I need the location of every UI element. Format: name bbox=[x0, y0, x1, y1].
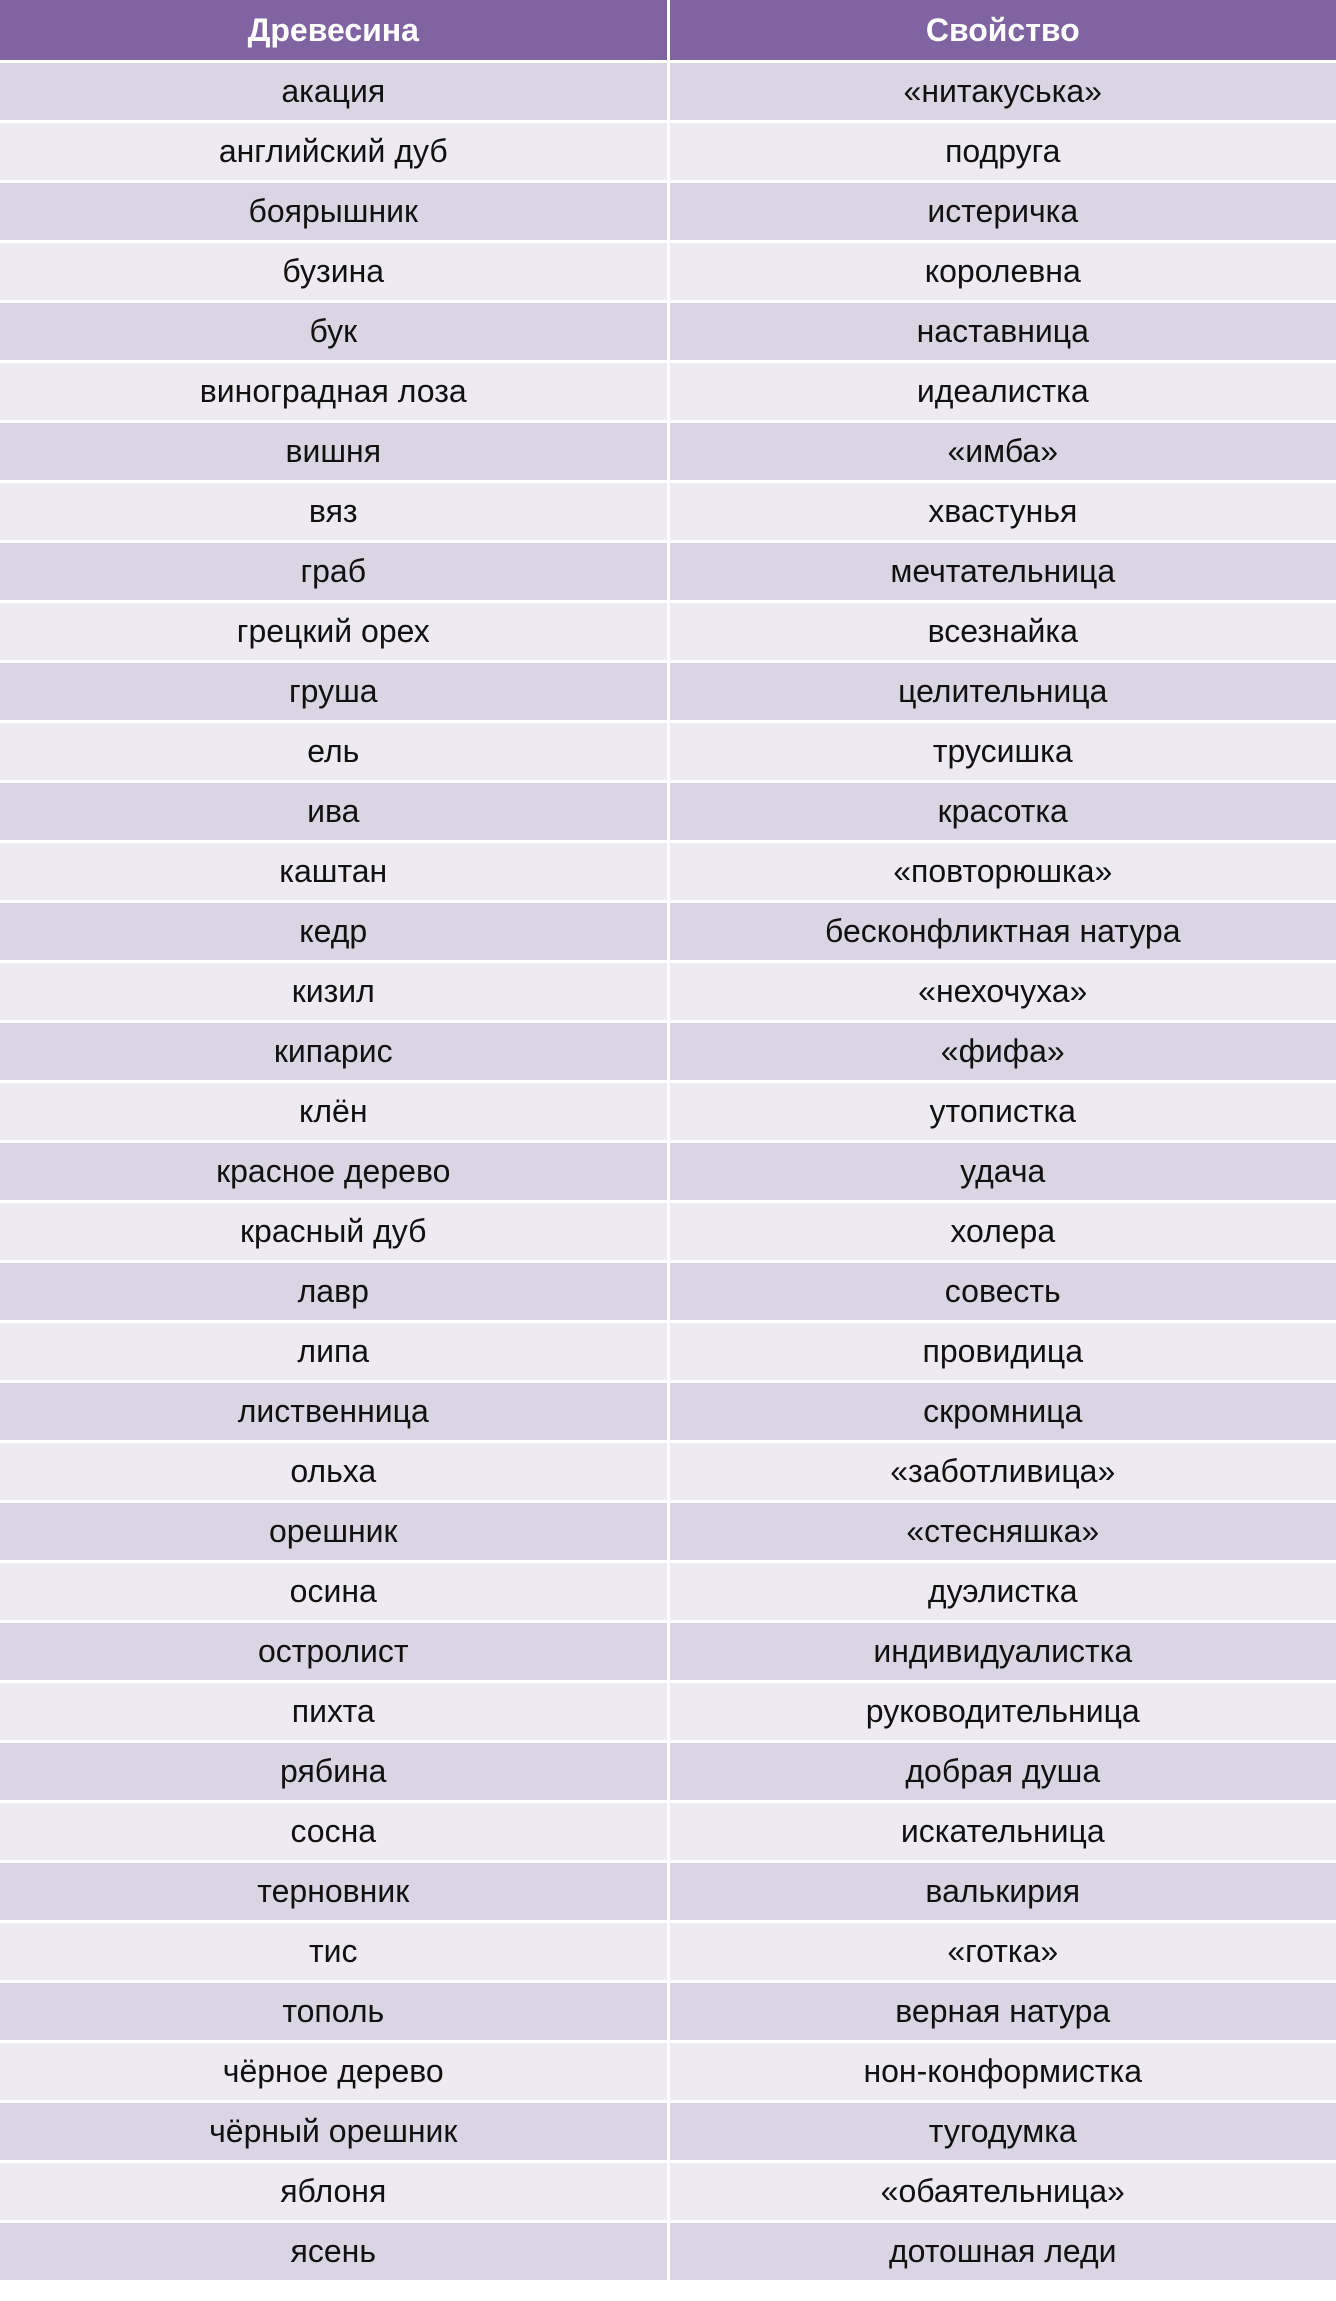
cell-wood: ясень bbox=[0, 2222, 668, 2282]
cell-wood: красное дерево bbox=[0, 1142, 668, 1202]
cell-property: «готка» bbox=[668, 1922, 1336, 1982]
table-row bbox=[0, 1562, 1336, 1622]
cell-wood: боярышник bbox=[0, 182, 668, 242]
table-row bbox=[0, 362, 1336, 422]
cell-wood: бук bbox=[0, 302, 668, 362]
cell-wood: кизил bbox=[0, 962, 668, 1022]
table-row bbox=[0, 2102, 1336, 2162]
table-row bbox=[0, 1442, 1336, 1502]
cell-wood: яблоня bbox=[0, 2162, 668, 2222]
table-row bbox=[0, 422, 1336, 482]
cell-property: идеалистка bbox=[668, 362, 1336, 422]
cell-property: красотка bbox=[668, 782, 1336, 842]
cell-property: удача bbox=[668, 1142, 1336, 1202]
table-row bbox=[0, 1922, 1336, 1982]
cell-property: валькирия bbox=[668, 1862, 1336, 1922]
table-row bbox=[0, 1082, 1336, 1142]
cell-property: «фифа» bbox=[668, 1022, 1336, 1082]
table-row bbox=[0, 1802, 1336, 1862]
cell-wood: осина bbox=[0, 1562, 668, 1622]
table-row bbox=[0, 1982, 1336, 2042]
cell-wood: терновник bbox=[0, 1862, 668, 1922]
cell-wood: тис bbox=[0, 1922, 668, 1982]
cell-wood: вяз bbox=[0, 482, 668, 542]
cell-wood: груша bbox=[0, 662, 668, 722]
cell-wood: вишня bbox=[0, 422, 668, 482]
cell-wood: рябина bbox=[0, 1742, 668, 1802]
cell-wood: бузина bbox=[0, 242, 668, 302]
header-property: Свойство bbox=[668, 0, 1336, 62]
cell-property: мечтательница bbox=[668, 542, 1336, 602]
cell-property: «нитакуська» bbox=[668, 62, 1336, 122]
table-row bbox=[0, 542, 1336, 602]
table-row bbox=[0, 1862, 1336, 1922]
cell-wood: чёрный орешник bbox=[0, 2102, 668, 2162]
table-row bbox=[0, 722, 1336, 782]
table-row bbox=[0, 2042, 1336, 2102]
table-row bbox=[0, 1502, 1336, 1562]
cell-property: «стесняшка» bbox=[668, 1502, 1336, 1562]
cell-wood: граб bbox=[0, 542, 668, 602]
cell-property: хвастунья bbox=[668, 482, 1336, 542]
table-row bbox=[0, 842, 1336, 902]
cell-wood: акация bbox=[0, 62, 668, 122]
table-row bbox=[0, 242, 1336, 302]
cell-wood: сосна bbox=[0, 1802, 668, 1862]
table-row bbox=[0, 962, 1336, 1022]
cell-property: всезнайка bbox=[668, 602, 1336, 662]
cell-wood: лиственница bbox=[0, 1382, 668, 1442]
cell-property: верная натура bbox=[668, 1982, 1336, 2042]
cell-wood: красный дуб bbox=[0, 1202, 668, 1262]
table-row bbox=[0, 902, 1336, 962]
cell-wood: ель bbox=[0, 722, 668, 782]
cell-wood: виноградная лоза bbox=[0, 362, 668, 422]
table-row bbox=[0, 1022, 1336, 1082]
table-row bbox=[0, 1622, 1336, 1682]
cell-property: «имба» bbox=[668, 422, 1336, 482]
table-row bbox=[0, 122, 1336, 182]
cell-wood: грецкий орех bbox=[0, 602, 668, 662]
header-row bbox=[0, 0, 1336, 62]
table-row bbox=[0, 1142, 1336, 1202]
cell-property: нон-конформистка bbox=[668, 2042, 1336, 2102]
cell-property: холера bbox=[668, 1202, 1336, 1262]
table-header bbox=[0, 0, 1336, 62]
cell-wood: остролист bbox=[0, 1622, 668, 1682]
cell-wood: кипарис bbox=[0, 1022, 668, 1082]
cell-property: искательница bbox=[668, 1802, 1336, 1862]
table-row bbox=[0, 1322, 1336, 1382]
cell-property: совесть bbox=[668, 1262, 1336, 1322]
table-row bbox=[0, 782, 1336, 842]
cell-property: королевна bbox=[668, 242, 1336, 302]
cell-wood: каштан bbox=[0, 842, 668, 902]
table-row bbox=[0, 1262, 1336, 1322]
cell-wood: липа bbox=[0, 1322, 668, 1382]
cell-wood: лавр bbox=[0, 1262, 668, 1322]
cell-property: скромница bbox=[668, 1382, 1336, 1442]
cell-property: трусишка bbox=[668, 722, 1336, 782]
header-wood: Древесина bbox=[0, 0, 668, 62]
table-row bbox=[0, 1742, 1336, 1802]
table-row bbox=[0, 1382, 1336, 1442]
cell-property: добрая душа bbox=[668, 1742, 1336, 1802]
cell-property: наставница bbox=[668, 302, 1336, 362]
cell-property: «обаятельница» bbox=[668, 2162, 1336, 2222]
cell-property: дотошная леди bbox=[668, 2222, 1336, 2282]
cell-property: «заботливица» bbox=[668, 1442, 1336, 1502]
cell-property: утопистка bbox=[668, 1082, 1336, 1142]
table-row bbox=[0, 602, 1336, 662]
cell-wood: клён bbox=[0, 1082, 668, 1142]
cell-wood: орешник bbox=[0, 1502, 668, 1562]
cell-property: целительница bbox=[668, 662, 1336, 722]
cell-wood: ольха bbox=[0, 1442, 668, 1502]
table-row bbox=[0, 1682, 1336, 1742]
cell-wood: чёрное дерево bbox=[0, 2042, 668, 2102]
table-row bbox=[0, 182, 1336, 242]
cell-property: «повторюшка» bbox=[668, 842, 1336, 902]
table-row bbox=[0, 302, 1336, 362]
table-row bbox=[0, 662, 1336, 722]
table-row bbox=[0, 2222, 1336, 2282]
table-row bbox=[0, 482, 1336, 542]
table-row bbox=[0, 2162, 1336, 2222]
table-row bbox=[0, 62, 1336, 122]
cell-property: подруга bbox=[668, 122, 1336, 182]
table-body bbox=[0, 62, 1336, 2282]
cell-wood: тополь bbox=[0, 1982, 668, 2042]
cell-property: тугодумка bbox=[668, 2102, 1336, 2162]
cell-property: «нехочуха» bbox=[668, 962, 1336, 1022]
cell-property: провидица bbox=[668, 1322, 1336, 1382]
cell-wood: ива bbox=[0, 782, 668, 842]
cell-wood: английский дуб bbox=[0, 122, 668, 182]
cell-property: истеричка bbox=[668, 182, 1336, 242]
cell-property: индивидуалистка bbox=[668, 1622, 1336, 1682]
cell-property: дуэлистка bbox=[668, 1562, 1336, 1622]
cell-property: руководительница bbox=[668, 1682, 1336, 1742]
cell-wood: пихта bbox=[0, 1682, 668, 1742]
table-row bbox=[0, 1202, 1336, 1262]
cell-wood: кедр bbox=[0, 902, 668, 962]
cell-property: бесконфликтная натура bbox=[668, 902, 1336, 962]
